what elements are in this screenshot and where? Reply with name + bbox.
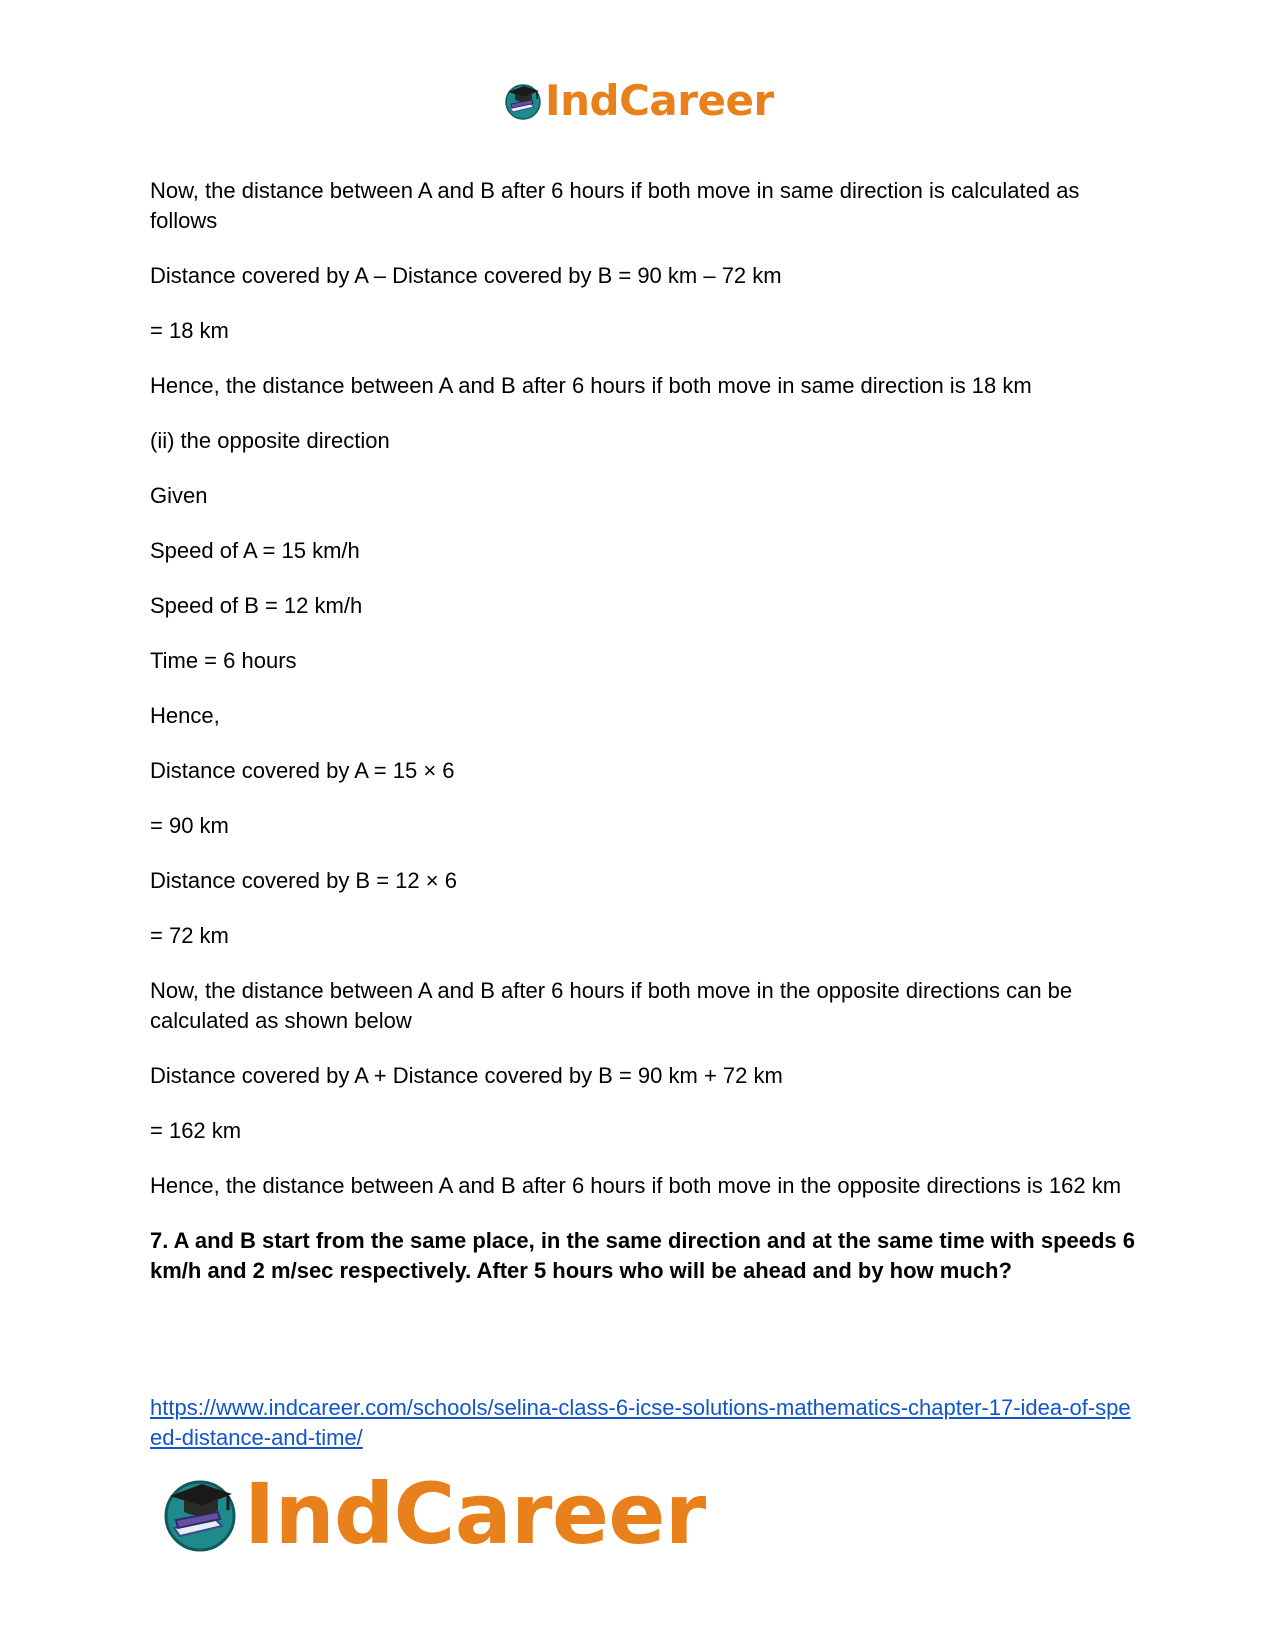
paragraph: Distance covered by A = 15 × 6 xyxy=(150,758,455,783)
header-logo xyxy=(503,76,774,125)
document-body xyxy=(150,176,1135,1311)
paragraph: Now, the distance between A and B after 6 hours if both move in same direction is calculated as follows xyxy=(150,178,1080,233)
paragraph: Distance covered by A + Distance covered by B = 90 km + 72 km xyxy=(150,1063,783,1088)
paragraph: Distance covered by A – Distance covered by B = 90 km – 72 km xyxy=(150,263,782,288)
paragraph: Hence, xyxy=(150,703,220,728)
paragraph: Hence, the distance between A and B after 6 hours if both move in same direction is 18 km xyxy=(150,373,1032,398)
paragraph: = 90 km xyxy=(150,813,229,838)
paragraph: Distance covered by B = 12 × 6 xyxy=(150,868,457,893)
brand-wordmark: IndCareer xyxy=(244,1465,706,1563)
paragraph: = 18 km xyxy=(150,318,229,343)
footer-logo xyxy=(160,1465,706,1563)
question-heading: 7. A and B start from the same place, in the same direction and at the same time with speeds 6 km/h and 2 m/sec respectively. After 5 hours who will be ahead and by how much? xyxy=(150,1228,1135,1283)
paragraph: = 72 km xyxy=(150,923,229,948)
graduation-cap-book-icon xyxy=(503,81,543,121)
paragraph: (ii) the opposite direction xyxy=(150,428,390,453)
paragraph: Time = 6 hours xyxy=(150,648,297,673)
paragraph: Hence, the distance between A and B after 6 hours if both move in the opposite directions is 162 km xyxy=(150,1173,1122,1198)
paragraph: Speed of A = 15 km/h xyxy=(150,538,360,563)
paragraph: Given xyxy=(150,483,208,508)
brand-wordmark: IndCareer xyxy=(545,76,774,125)
paragraph: Now, the distance between A and B after 6 hours if both move in the opposite directions can be calculated as shown below xyxy=(150,978,1073,1033)
source-link[interactable]: https://www.indcareer.com/schools/selina-class-6-icse-solutions-mathematics-chapter-17-idea-of-speed-distance-and-time/ xyxy=(150,1395,1131,1450)
paragraph: Speed of B = 12 km/h xyxy=(150,593,363,618)
paragraph: = 162 km xyxy=(150,1118,242,1143)
graduation-cap-book-icon xyxy=(160,1474,240,1554)
